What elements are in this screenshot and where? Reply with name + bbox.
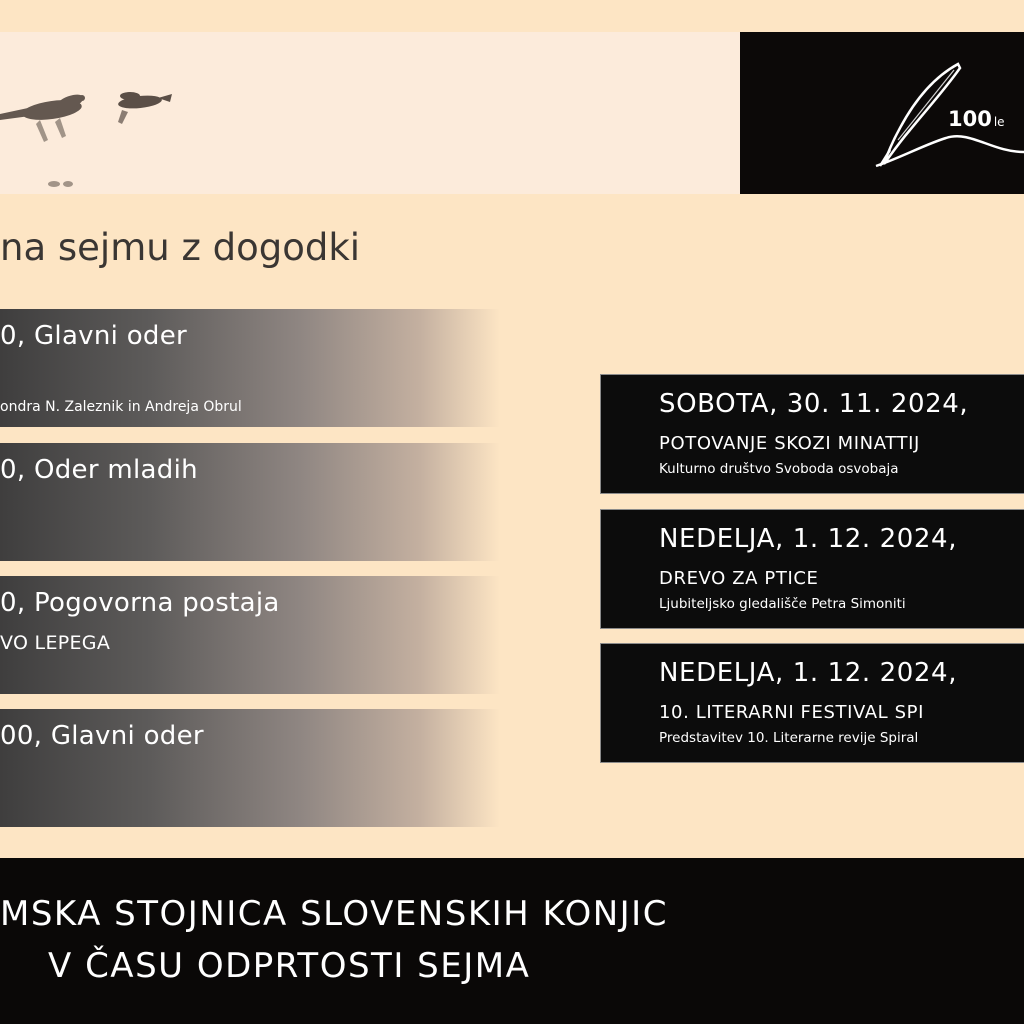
banner-illustration xyxy=(0,32,740,194)
event-date: SOBOTA, 30. 11. 2024, xyxy=(659,389,969,419)
event-title: 0, Oder mladih xyxy=(0,455,198,485)
bird-sketch-illustration xyxy=(0,32,740,194)
anniversary-badge xyxy=(740,32,1024,194)
event-card xyxy=(0,709,500,827)
event-title: POTOVANJE SKOZI MINATTIJ xyxy=(659,433,920,454)
event-title: 0, Pogovorna postaja xyxy=(0,588,280,618)
event-title: 10. LITERARNI FESTIVAL SPI xyxy=(659,702,925,723)
event-card xyxy=(0,309,500,427)
footer-banner xyxy=(0,858,1024,1024)
footer-line-2: V ČASU ODPRTOSTI SEJMA xyxy=(48,946,531,986)
event-card-dark xyxy=(600,374,1024,494)
event-date: NEDELJA, 1. 12. 2024, xyxy=(659,658,958,688)
badge-number: 100 le xyxy=(948,107,1005,131)
event-card xyxy=(0,576,500,694)
event-detail: ondra N. Zaleznik in Andreja Obrul xyxy=(0,399,242,415)
event-subtitle: VO LEPEGA xyxy=(0,632,111,654)
event-card-dark xyxy=(600,643,1024,763)
event-card xyxy=(0,443,500,561)
page-heading: na sejmu z dogodki xyxy=(0,226,361,269)
event-organizer: Kulturno društvo Svoboda osvobaja xyxy=(659,461,899,477)
event-title: DREVO ZA PTICE xyxy=(659,568,819,589)
event-title: 0, Glavni oder xyxy=(0,321,188,351)
event-organizer: Predstavitev 10. Literarne revije Spiral xyxy=(659,730,919,746)
event-date: NEDELJA, 1. 12. 2024, xyxy=(659,524,958,554)
event-organizer: Ljubiteljsko gledališče Petra Simoniti xyxy=(659,596,906,612)
footer-line-1: MSKA STOJNICA SLOVENSKIH KONJIC xyxy=(0,894,668,934)
event-card-dark xyxy=(600,509,1024,629)
event-title: 00, Glavni oder xyxy=(0,721,204,751)
